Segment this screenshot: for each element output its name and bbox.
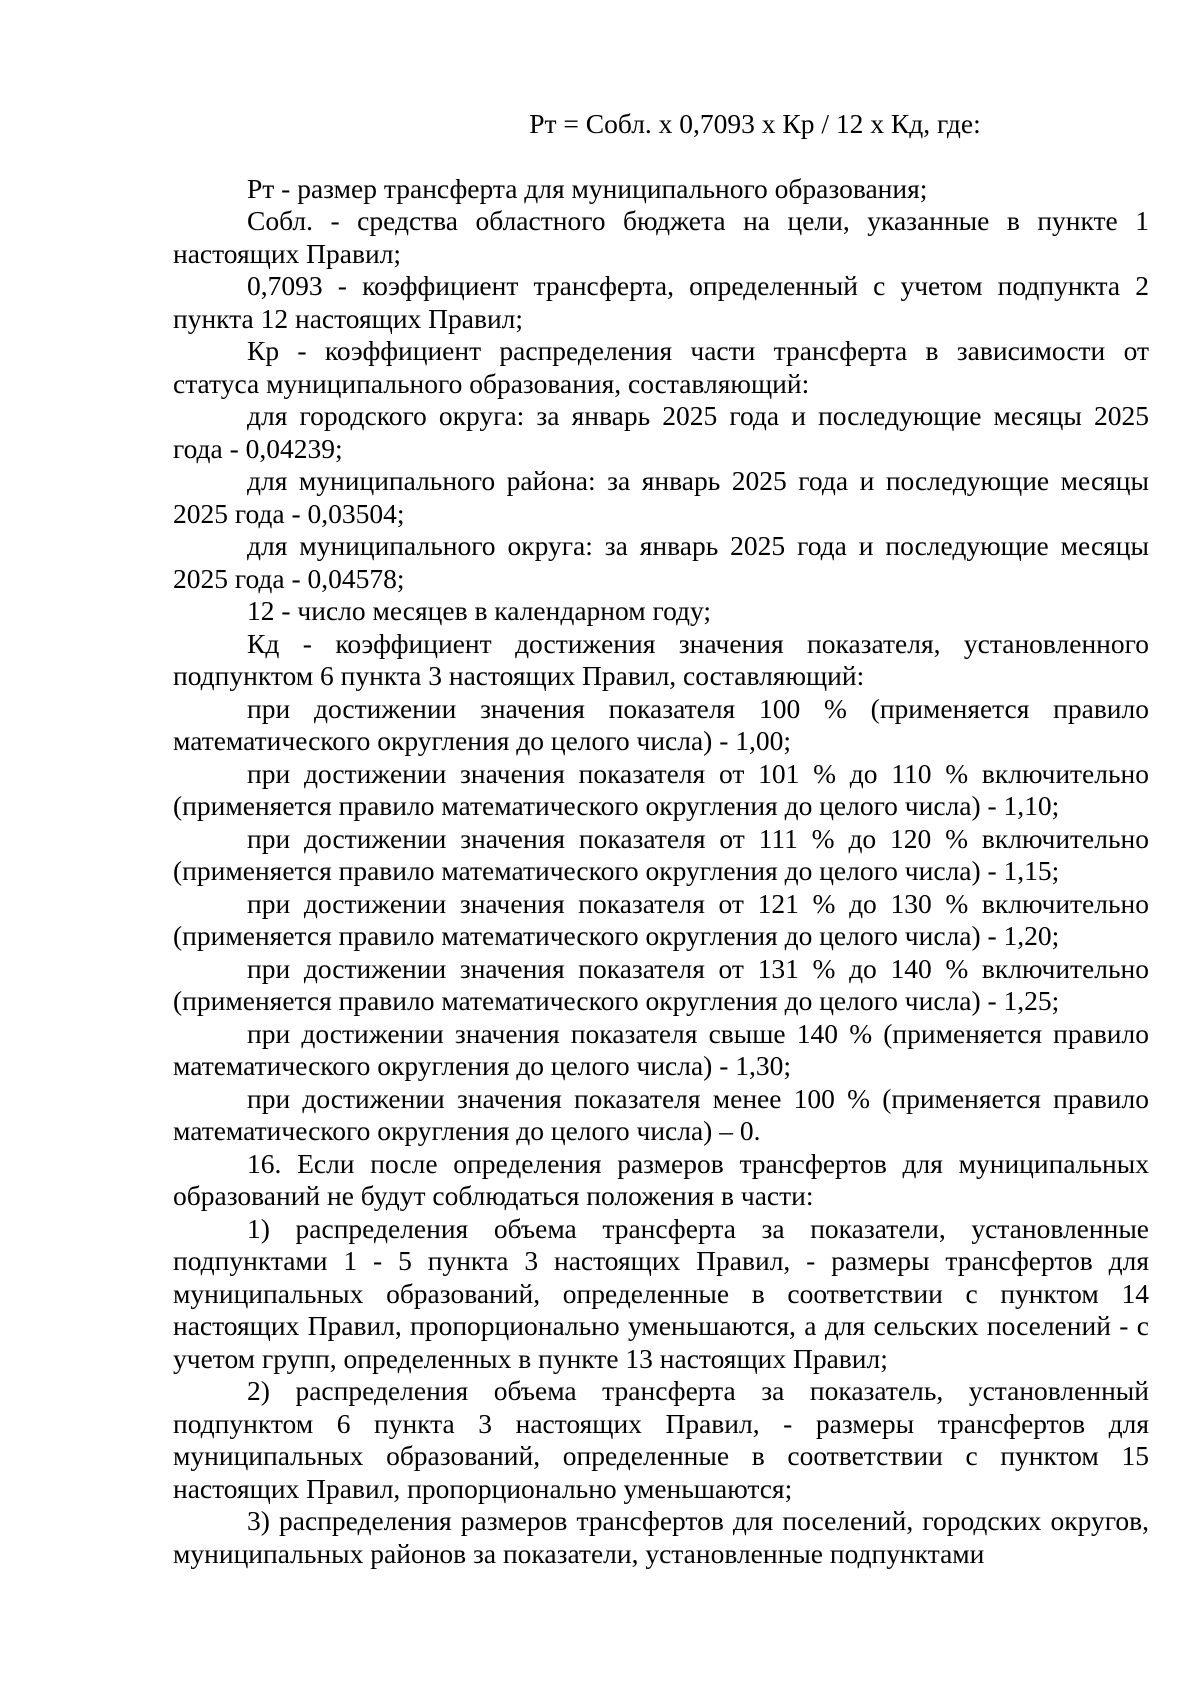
clause-16-item-1: 1) распределения объема трансферта за показатели, установленные подпунктами 1 - 5 пункта 3 настоящих Правил, - размеры трансфертов для муниципальных образований, определенные в соответствии с пунктом 14 настоящих Правил, пропорционально уменьшаются, а для сельских поселений - с учетом групп, определенных в пункте 13 настоящих Правил; <box>173 1212 1149 1374</box>
clause-16-item-3: 3) распределения размеров трансфертов для поселений, городских округов, муниципальных районов за показатели, установленные подпунктами <box>173 1505 1149 1569</box>
kd-under-100: при достижении значения показателя менее 100 % (применяется правило математического округления до целого числа) – 0. <box>173 1082 1149 1146</box>
definition-rt: Рт - размер трансферта для муниципального образования; <box>247 172 928 204</box>
clause-16-item-2: 2) распределения объема трансферта за показатель, установленный подпунктом 6 пункта 3 настоящих Правил, - размеры трансфертов для муниципальных образований, определенные в соответствии с пунктом 15 настоящих Правил, пропорционально уменьшаются; <box>173 1375 1149 1504</box>
definition-coefficient: 0,7093 - коэффициент трансферта, определенный с учетом подпункта 2 пункта 12 настоящих Правил; <box>173 270 1149 334</box>
definition-kr: Кр - коэффициент распределения части трансферта в зависимости от статуса муниципального образования, составляющий: <box>173 335 1149 399</box>
kd-100: при достижении значения показателя 100 % (применяется правило математического округления до целого числа) - 1,00; <box>173 692 1149 756</box>
definition-sobl: Собл. - средства областного бюджета на цели, указанные в пункте 1 настоящих Правил; <box>173 205 1149 269</box>
kd-111-120: при достижении значения показателя от 111 % до 120 % включительно (применяется правило математического округления до целого числа) - 1,15; <box>173 822 1149 886</box>
kr-municipal-district: для муниципального района: за январь 2025 года и последующие месяцы 2025 года - 0,03504; <box>173 465 1149 529</box>
kd-over-140: при достижении значения показателя свыше 140 % (применяется правило математического округления до целого числа) - 1,30; <box>173 1017 1149 1081</box>
definition-kd: Кд - коэффициент достижения значения показателя, установленного подпунктом 6 пункта 3 настоящих Правил, составляющий: <box>173 627 1149 691</box>
kd-131-140: при достижении значения показателя от 131 % до 140 % включительно (применяется правило математического округления до целого числа) - 1,25; <box>173 952 1149 1016</box>
kd-101-110: при достижении значения показателя от 101 % до 110 % включительно (применяется правило математического округления до целого числа) - 1,10; <box>173 757 1149 821</box>
formula-line: Рт = Собл. х 0,7093 х Кр / 12 х Кд, где: <box>529 108 981 139</box>
kr-municipal-okrug: для муниципального округа: за январь 2025 года и последующие месяцы 2025 года - 0,04578; <box>173 530 1149 594</box>
document-body <box>173 108 1149 1570</box>
kr-city-district: для городского округа: за январь 2025 года и последующие месяцы 2025 года - 0,04239; <box>173 400 1149 464</box>
clause-16: 16. Если после определения размеров трансфертов для муниципальных образований не будут соблюдаться положения в части: <box>173 1147 1149 1211</box>
definition-months: 12 - число месяцев в календарном году; <box>247 595 712 626</box>
kd-121-130: при достижении значения показателя от 121 % до 130 % включительно (применяется правило математического округления до целого числа) - 1,20; <box>173 887 1149 951</box>
